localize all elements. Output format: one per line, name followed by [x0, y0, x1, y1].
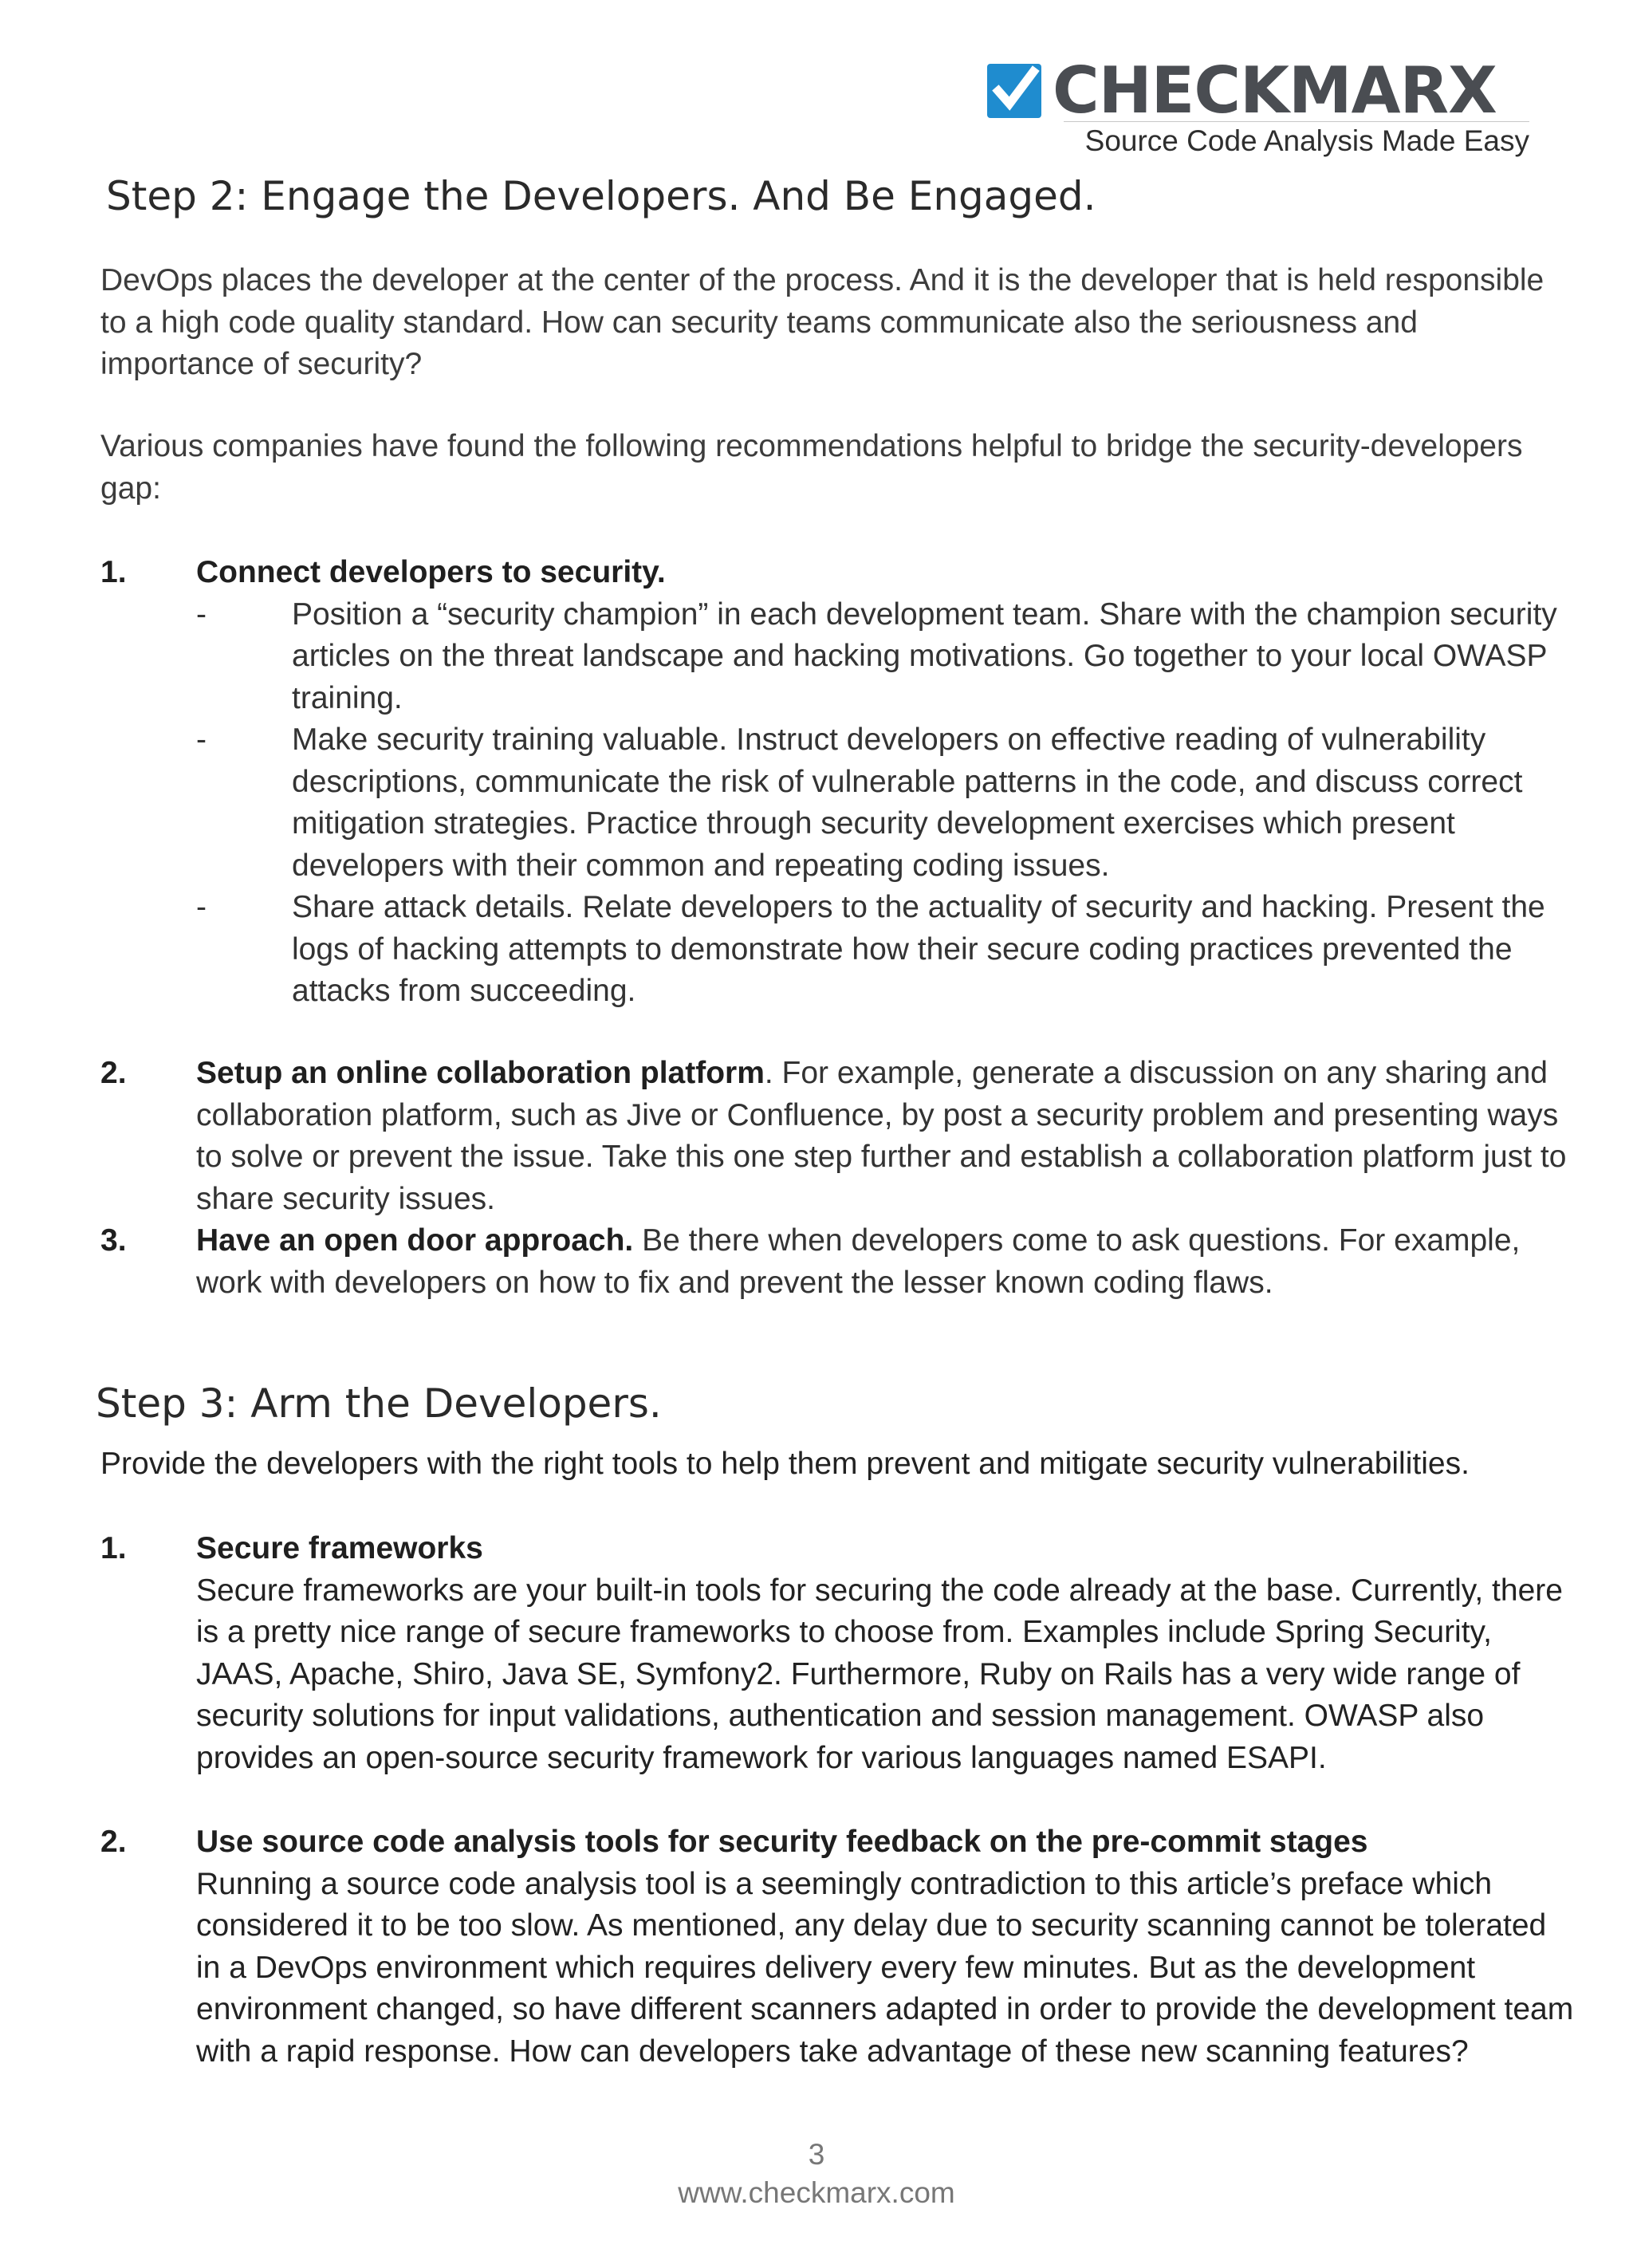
bullet-dash: - [196, 597, 207, 632]
list-item-title: Connect developers to security. [196, 555, 666, 589]
list-number: 2. [100, 1825, 127, 1859]
list-number: 1. [100, 1531, 127, 1565]
list-item-text: . For example, generate a discussion on any sharing and collaboration platform, such as Jive or Confluence, by post a security problem and presenting ways to solve or prevent the issue. Take this one step further and establish a collaboration platform just to share security issues. [196, 1056, 1567, 1216]
checkmark-icon [987, 64, 1041, 118]
bullet-text: Position a “security champion” in each development team. Share with the champion security articles on the threat landscape and hacking motivations. Go together to your local OWASP training. [292, 597, 1557, 715]
footer-url: www.checkmarx.com [678, 2176, 955, 2209]
step2-recommendations-paragraph: Various companies have found the following recommendations helpful to bridge the security-developers gap: [100, 429, 1523, 506]
list-item-text: Be there when developers come to ask questions. For example, work with developers on how to fix and prevent the lesser known coding flaws. [196, 1223, 1521, 1300]
list-item-title: Use source code analysis tools for security feedback on the pre-commit stages [196, 1825, 1368, 1859]
step3-list-item-1 [100, 1528, 1576, 1779]
logo-divider [1064, 121, 1529, 122]
step3-heading: Step 3: Arm the Developers. [96, 1380, 662, 1427]
bullet-item-security-champion [196, 594, 1576, 720]
step2-intro-paragraph: DevOps places the developer at the center of the process. And it is the developer that is held responsible to a high code quality standard. How can security teams communicate also the seriousness and importance of security? [100, 263, 1544, 381]
list-item-text: Secure frameworks are your built-in tools for securing the code already at the base. Currently, there is a pretty nice range of secure frameworks to choose from. Examples include Spring Security, JAAS, Apache, Shiro, Java SE, Symfony2. Furthermore, Ruby on Rails has a very wide range of security solutions for input validations, authentication and session management. OWASP also provides an open-source security framework for various languages named ESAPI. [196, 1573, 1563, 1775]
step2-list-item-1 [100, 552, 1576, 1013]
list-number: 1. [100, 555, 127, 589]
step2-list-item-2 [100, 1053, 1576, 1220]
logo-tagline: Source Code Analysis Made Easy [1084, 124, 1529, 157]
list-item-title: Secure frameworks [196, 1531, 483, 1565]
list-number: 3. [100, 1223, 127, 1258]
step3-list-item-2 [100, 1821, 1576, 2073]
bullet-dash: - [196, 890, 207, 924]
bullet-item-security-training [196, 719, 1576, 887]
list-item-text: Running a source code analysis tool is a seemingly contradiction to this article’s preface which considered it to be too slow. As mentioned, any delay due to security scanning cannot be tolerated in a DevOps environment which requires delivery every few minutes. But as the development environment changed, so have different scanners adapted in order to provide the development team with a rapid response. How can developers take advantage of these new scanning features? [196, 1866, 1574, 2069]
list-item-title: Have an open door approach. [196, 1223, 634, 1258]
step2-heading: Step 2: Engage the Developers. And Be Engaged. [106, 173, 1096, 219]
bullet-list [196, 594, 1576, 1013]
list-number: 2. [100, 1056, 127, 1090]
step3-intro-paragraph: Provide the developers with the right tools to help them prevent and mitigate security vulnerabilities. [100, 1447, 1470, 1481]
list-item-title: Setup an online collaboration platform [196, 1056, 765, 1090]
page-number: 3 [808, 2138, 825, 2171]
bullet-text: Share attack details. Relate developers to the actuality of security and hacking. Present the logs of hacking attempts to demonstrate how their secure coding practices prevented the attacks from succeeding. [292, 890, 1545, 1008]
bullet-dash: - [196, 723, 207, 757]
logo-wordmark: CHECKMARX [1053, 53, 1497, 128]
bullet-text: Make security training valuable. Instruct developers on effective reading of vulnerability descriptions, communicate the risk of vulnerable patterns in the code, and discuss correct mitigation strategies. Practice through security development exercises which present developers with their common and repeating coding issues. [292, 723, 1523, 883]
checkmarx-logo [987, 53, 1529, 163]
bullet-item-attack-details [196, 887, 1576, 1013]
step2-list-item-3 [100, 1220, 1576, 1304]
